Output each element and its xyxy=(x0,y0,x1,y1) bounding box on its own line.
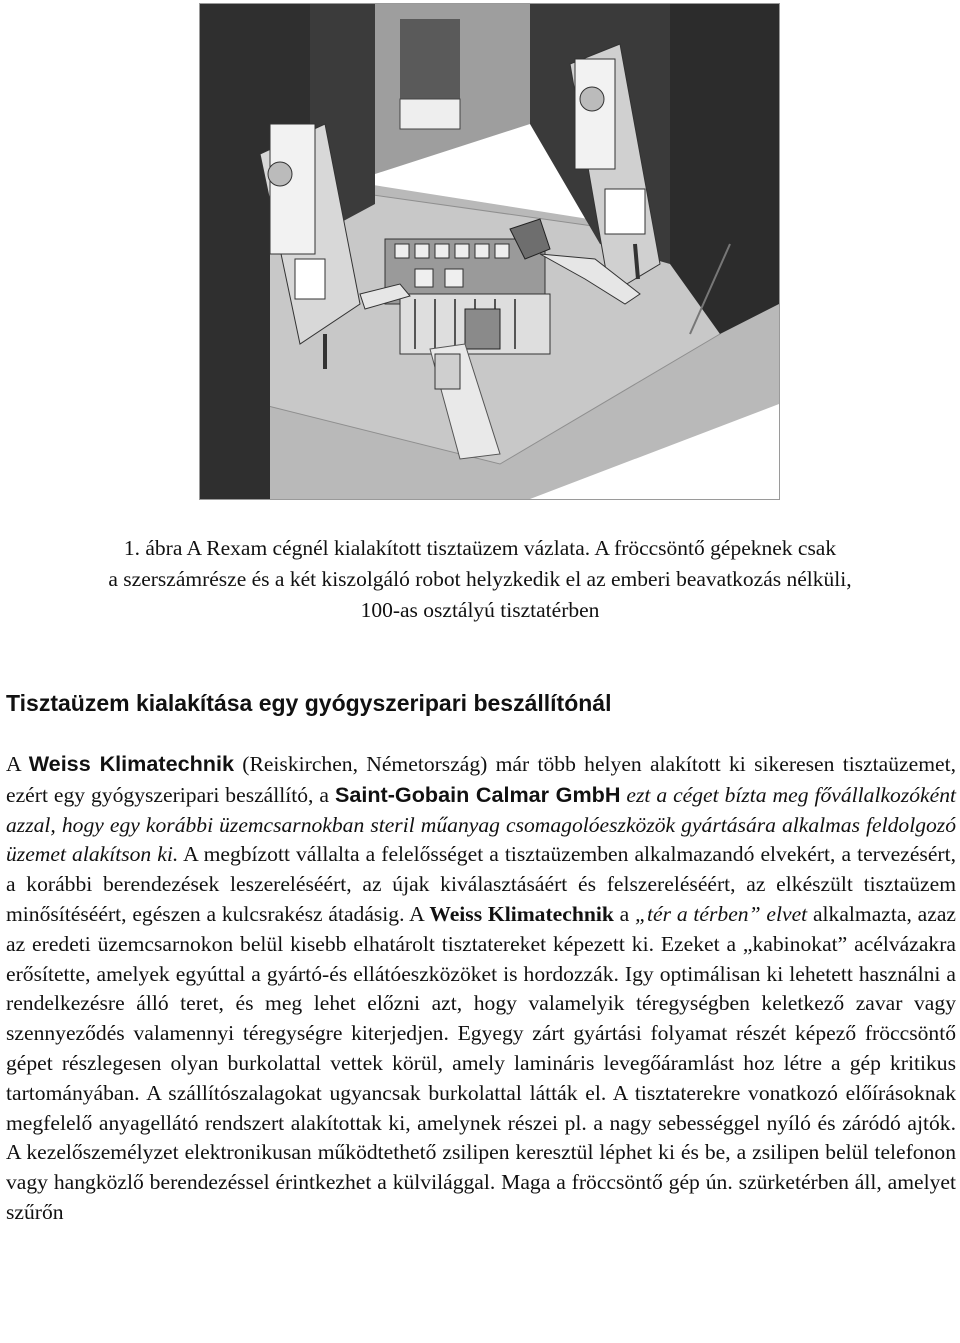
section-heading: Tisztaüzem kialakítása egy gyógyszeripari beszállítónál xyxy=(6,690,612,716)
company-name: Weiss Klimatechnik xyxy=(28,751,234,776)
company-name: Weiss Klimatechnik xyxy=(429,901,614,926)
italic-run: „tér a térben” elvet xyxy=(635,901,808,926)
figure-caption xyxy=(0,533,960,626)
cleanroom-layout-figure xyxy=(199,3,780,500)
cleanroom-layout-drawing xyxy=(200,4,779,499)
text-run: A megbízott vállalta a felelősséget a tisztaüzemben alkalmazandó elvekért, a tervezésért, a korábbi berendezések leszereléséért, az újak kiválasztásáért és felszereléséért, az elkészült tisztaüzem minősítéséért, egészen a kulcsrakész átadásig. A xyxy=(6,842,956,926)
text-run: (Reiskirchen, Németország) már több helyen alakított ki sikeresen tisztaüzemet, ezért egy gyógyszeripari beszállító, a xyxy=(6,752,957,807)
caption-line: 1. ábra A Rexam cégnél kialakított tisztaüzem vázlata. A fröccsöntő gépeknek csak xyxy=(123,536,837,560)
text-run: A xyxy=(6,752,29,776)
body-paragraph xyxy=(6,749,956,1228)
italic-run: ezt a céget bízta meg fővállalkozóként azzal, hogy egy korábbi üzemcsarnokban steril műanyag csomagolóeszközök gyártására alkalmas feldolgozó üzemet alakítson ki. xyxy=(6,782,956,867)
company-name: Saint-Gobain Calmar GmbH xyxy=(334,781,621,807)
caption-line: a szerszámrésze és a két kiszolgáló robot helyzkedik el az emberi beavatkozás nélküli, xyxy=(108,567,852,591)
caption-line: 100-as osztályú tisztatérben xyxy=(360,598,600,622)
text-run: a xyxy=(613,901,636,926)
text-run: alkalmazta, azaz az eredeti üzemcsarnokon belül kisebb elhatárolt tisztatereket képezett ki. Ezeket a „kabinokat” acélvázakra erősítette, amelyek egyúttal a gyártó-és ellátóeszközöket is hordozzák. Igy optimálisan ki lehetett használni a rendelkezésre álló teret, és meg lehet előzni azt, hogy valamelyik téregységben keletkező zavar vagy szennyeződés valamennyi téregységre kiterjedjen. Egyegy zárt gyártási folyamat részét képező fröccsöntő gépet részlegesen olyan burkolattal vettek körül, amely lamináris levegőáramlást hoz létre a gép kritikus tartományában. A szállítószalagokat ugyancsak burkolattal látták el. A tisztaterekre vonatkozó előírásoknak megfelelő anyagellátó rendszert alakítottak ki, amelynek részei pl. a nagy sebességgel nyíló és záródó ajtók. A kezelőszemélyzet elektronikusan működtethető zsilipen keresztül léphet ki és be, a zsilipen belül telefonon vagy hangközlő berendezéssel érintkezhet a külvilággal. Maga a fröccsöntő gép ún. szürketérben áll, amelyet szűrőn xyxy=(6,901,956,1224)
